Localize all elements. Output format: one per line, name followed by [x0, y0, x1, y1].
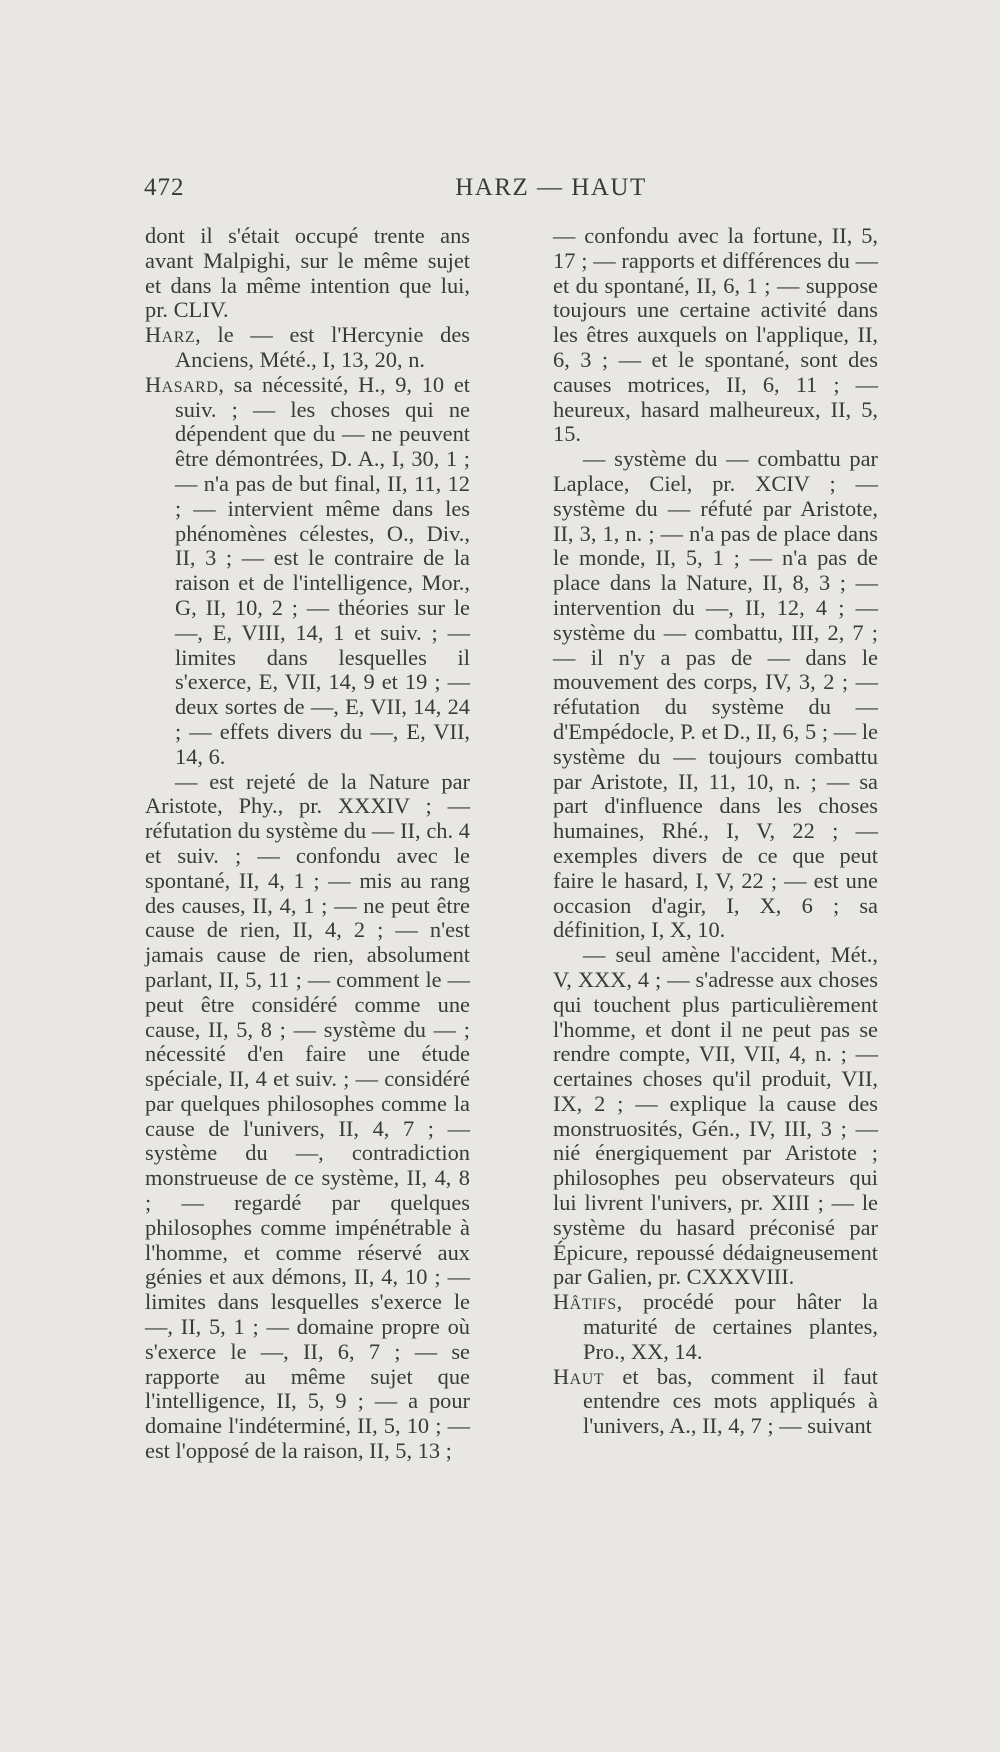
- entry-text: — est rejeté de la Nature par Aristote, Phy., pr. XXXIV ; — réfutation du système du — II, ch. 4 et suiv. ; — confondu avec le spontané, II, 4, 1 ; — mis au rang des causes, II, 4, 1 ; — ne peut être cause de rien, II, 4, 2 ; — n'est jamais cause de rien, absolument parlant, II, 5, 11 ; — comment le — peut être considéré comme une cause, II, 5, 8 ; — système du — ; nécessité d'en faire une étude spéciale, II, 4 et suiv. ; — considéré par quelques philosophes comme la cause de l'univers, II, 4, 7 ; — système du —, contradiction monstrueuse de ce système, II, 4, 8 ; — regardé par quelques philosophes comme impénétrable à l'homme, et comme réservé aux génies et aux démons, II, 4, 10 ; — limites dans lesquelles s'exerce le —, II, 5, 1 ; — domaine propre où s'exerce le —, II, 6, 7 ; — se rapporte au même sujet que l'intelligence, II, 5, 9 ; — a pour domaine l'indéterminé, II, 5, 10 ; — est l'opposé de la raison, II, 5, 13 ;: [145, 768, 470, 1464]
- entry-text: , procédé pour hâter la maturité de certaines plantes, Pro., XX, 14.: [583, 1289, 878, 1364]
- page-number: 472: [144, 174, 185, 201]
- index-entry: [145, 373, 470, 770]
- index-entry-continuation: [145, 770, 470, 1464]
- entry-text: , le — est l'Hercynie des Anciens, Mété., I, 13, 20, n.: [175, 322, 470, 372]
- entry-headword: Harz: [145, 322, 196, 348]
- running-title: HARZ — HAUT: [455, 174, 647, 201]
- entry-text: , sa nécessité, H., 9, 10 et suiv. ; — les choses qui ne dépendent que du — ne peuvent être démontrées, D. A., I, 30, 1 ; — n'a pas de but final, II, 11, 12 ; — intervient même dans les phénomènes célestes, O., Div., II, 3 ; — est le contraire de la raison et de l'intelligence, Mor., G, II, 10, 2 ; — théories sur le —, E, VIII, 14, 1 et suiv. ; — limites dans lesquelles il s'exerce, E, VII, 14, 9 et 19 ; — deux sortes de —, E, VII, 14, 24 ; — effets divers du —, E, VII, 14, 6.: [175, 371, 470, 769]
- entry-headword: Hâtifs: [553, 1289, 617, 1315]
- entry-text: — système du — combattu par Laplace, Ciel, pr. XCIV ; — système du — réfuté par Aristote, II, 3, 1, n. ; — n'a pas de place dans le monde, II, 5, 1 ; — n'a pas de place dans la Nature, II, 8, 3 ; — intervention du —, II, 12, 4 ; — système du — combattu, III, 2, 7 ; — il n'y a pas de — dans le mouvement des corps, IV, 3, 2 ; — réfutation du système du — d'Empédocle, P. et D., II, 6, 5 ; — le système du — toujours combattu par Aristote, II, 11, 10, n. ; — sa part d'influence dans les choses humaines, Rhé., I, V, 22 ; — exemples divers de ce que peut faire le hasard, I, V, 22 ; — est une occasion d'agir, I, X, 6 ; sa définition, I, X, 10.: [553, 446, 878, 943]
- entry-headword: Hasard: [145, 371, 219, 397]
- index-entry-continuation: [553, 943, 878, 1290]
- index-entry-continuation: [145, 224, 470, 323]
- entry-text: dont il s'était occupé trente ans avant Malpighi, sur le même sujet et dans la même intention que lui, pr. CLIV.: [145, 223, 470, 323]
- index-entry-continuation: [553, 447, 878, 943]
- index-entry: [145, 323, 470, 373]
- entry-headword: Haut: [553, 1363, 605, 1389]
- entry-text: — confondu avec la fortune, II, 5, 17 ; — rapports et différences du — et du spontané, II, 6, 1 ; — suppose toujours une certaine activité dans les êtres auxquels on l'applique, II, 6, 3 ; — et le spontané, sont des causes motrices, II, 6, 11 ; — heureux, hasard malheureux, II, 5, 15.: [553, 223, 878, 447]
- right-column: [553, 224, 878, 1439]
- index-entry: [553, 1365, 878, 1439]
- page-header: [144, 174, 886, 210]
- left-column: [145, 224, 470, 1464]
- index-entry: [553, 1290, 878, 1364]
- entry-text: et bas, comment il faut entendre ces mots appliqués à l'univers, A., II, 4, 7 ; — suivant: [583, 1363, 878, 1439]
- index-entry-continuation: [553, 224, 878, 447]
- entry-text: — seul amène l'accident, Mét., V, XXX, 4 ; — s'adresse aux choses qui touchent plus particulièrement l'homme, et dont il ne peut pas se rendre compte, VII, VII, 4, n. ; — certaines choses qu'il produit, VII, IX, 2 ; — explique la cause des monstruosités, Gén., IV, III, 3 ; — nié énergiquement par Aristote ; philosophes peu observateurs qui lui livrent l'univers, pr. XIII ; — le système du hasard préconisé par Épicure, repoussé dédaigneusement par Galien, pr. CXXXVIII.: [553, 942, 878, 1290]
